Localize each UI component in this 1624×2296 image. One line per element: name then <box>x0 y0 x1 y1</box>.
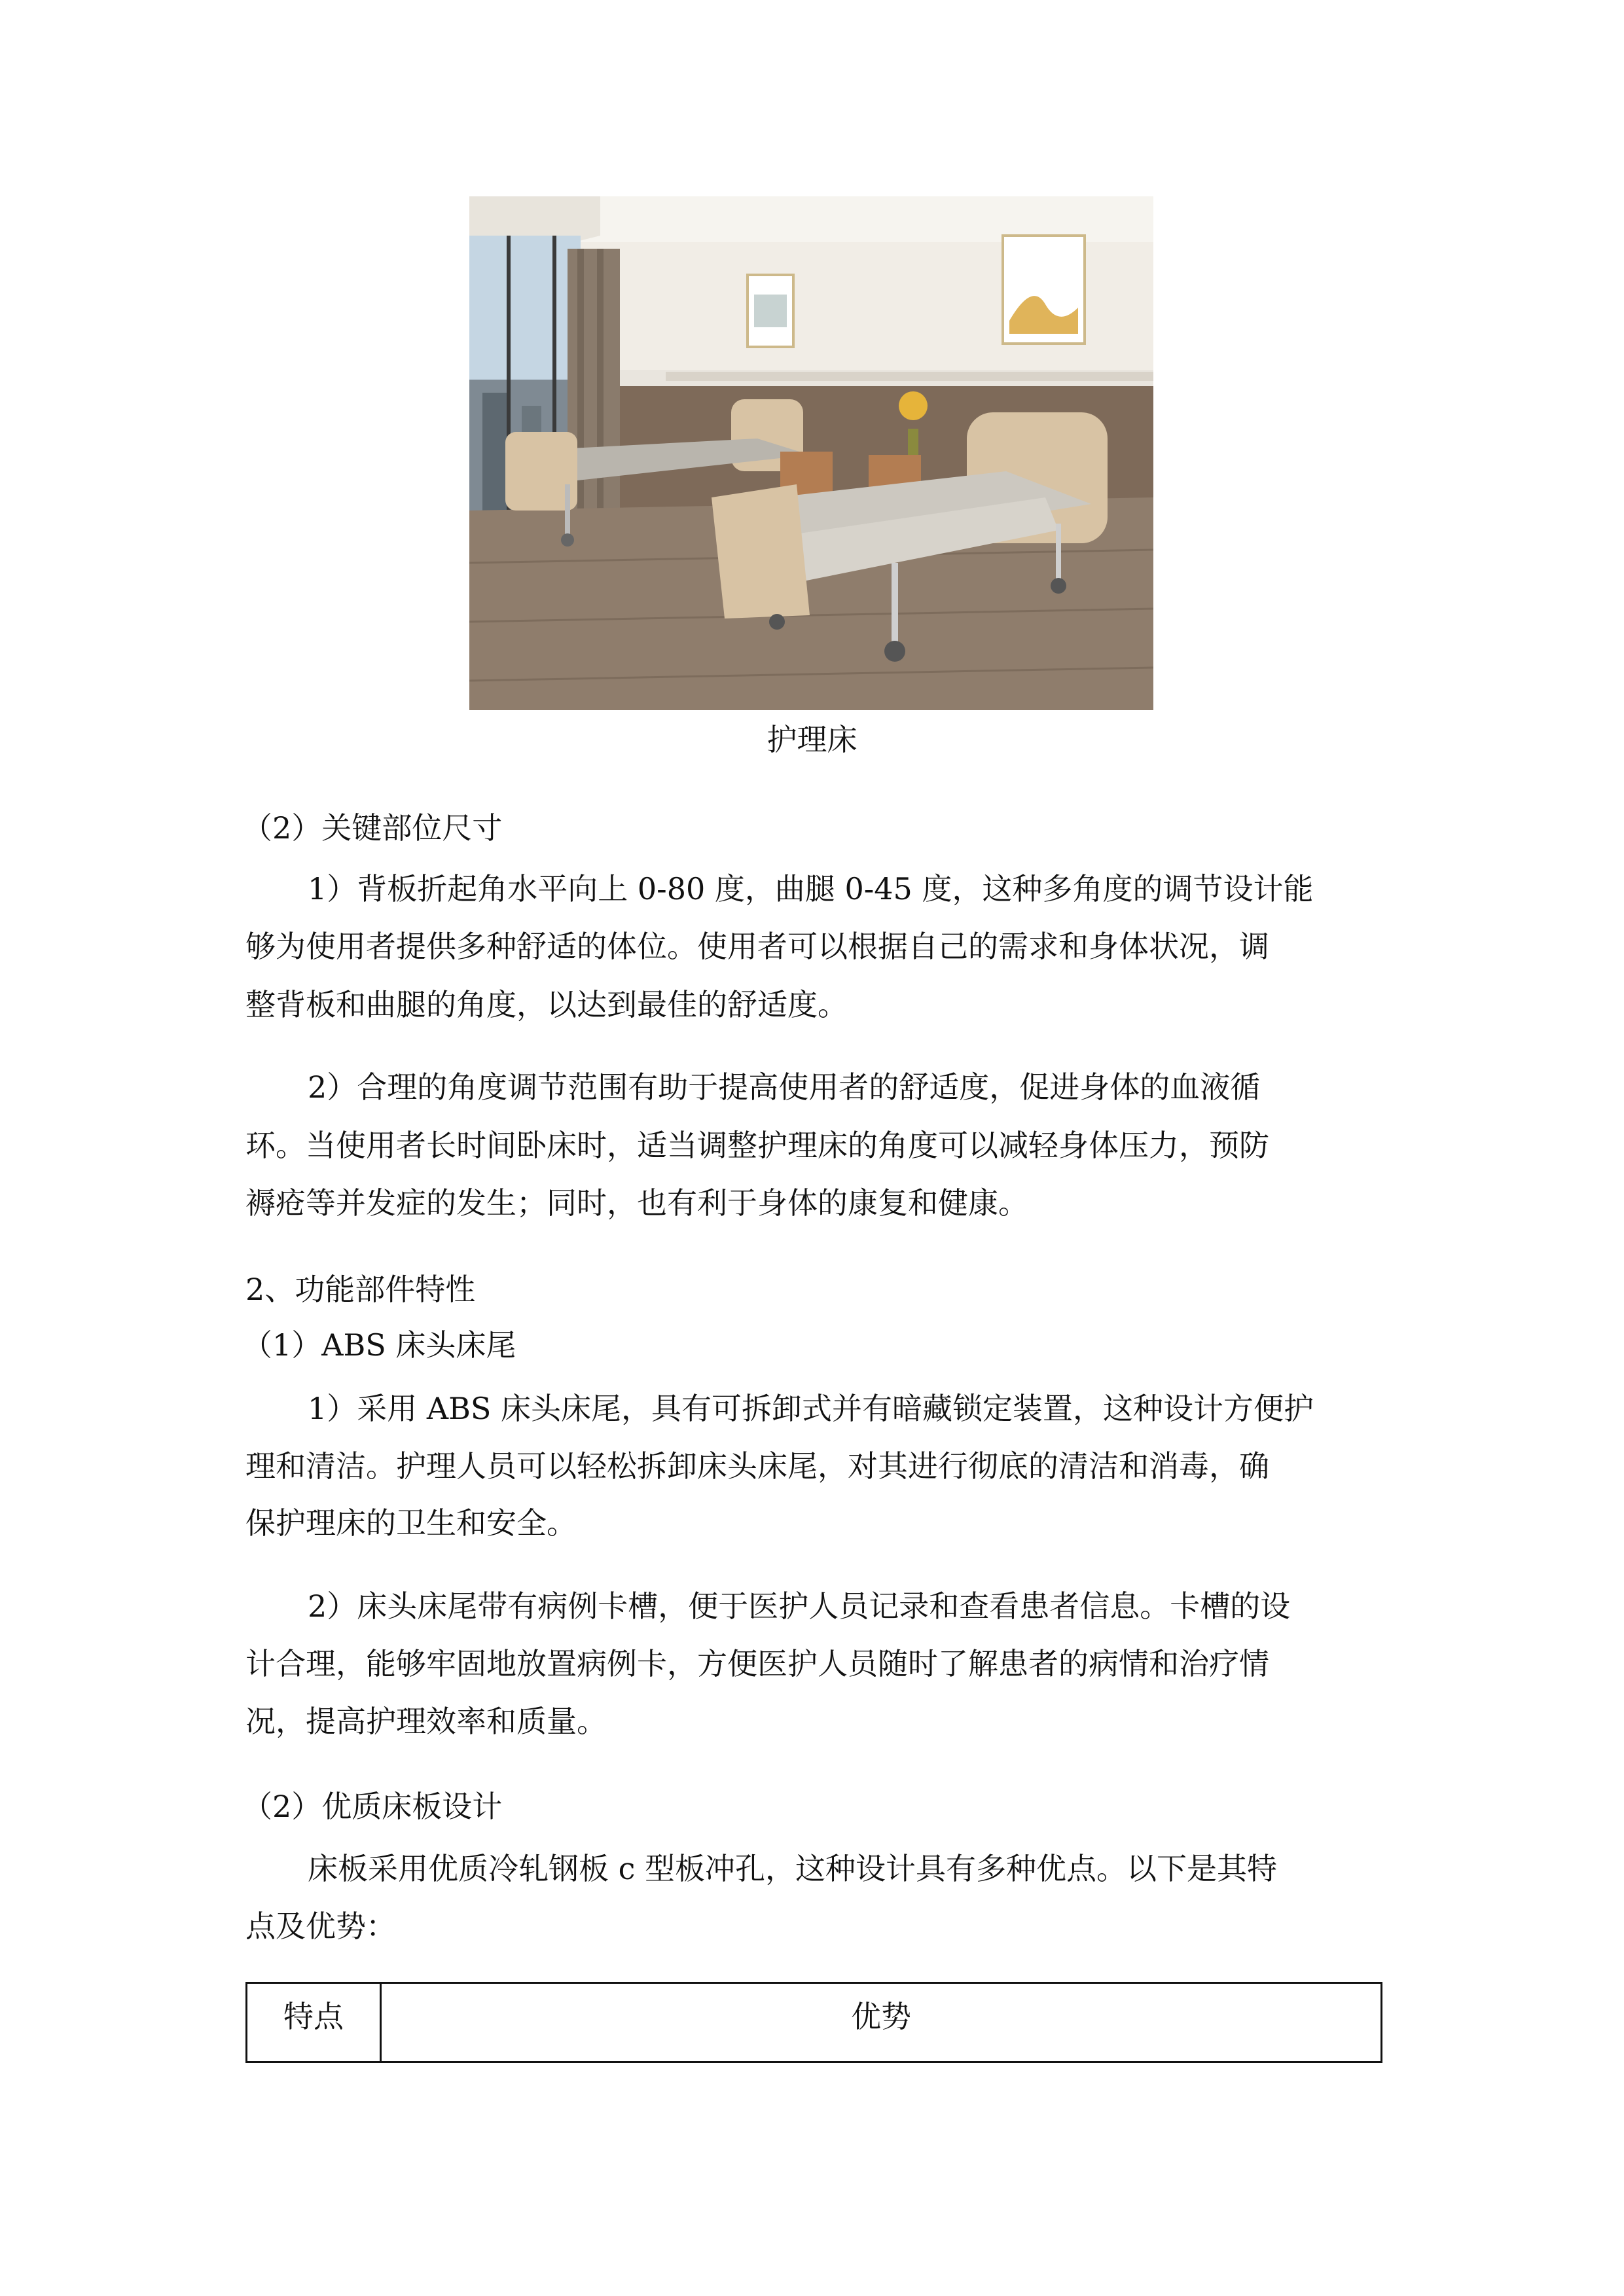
paragraph-line: 2）床头床尾带有病例卡槽，便于医护人员记录和查看患者信息。卡槽的设 <box>308 1588 1291 1624</box>
paragraph-line: 点及优势： <box>245 1909 396 1944</box>
paragraph-line: 计合理，能够牢固地放置病例卡，方便医护人员随时了解患者的病情和治疗情 <box>245 1646 1269 1681</box>
paragraph-line: 1）背板折起角水平向上 0-80 度，曲腿 0-45 度，这种多角度的调节设计能 <box>308 871 1314 906</box>
paragraph-line: 整背板和曲腿的角度，以达到最佳的舒适度。 <box>245 987 848 1022</box>
paragraph-line: 够为使用者提供多种舒适的体位。使用者可以根据自己的需求和身体状况，调 <box>245 929 1269 964</box>
paragraph-line: 理和清洁。护理人员可以轻松拆卸床头床尾，对其进行彻底的清洁和消毒，确 <box>245 1448 1269 1484</box>
paragraph-line: 床板采用优质冷轧钢板 c 型板冲孔，这种设计具有多种优点。以下是其特 <box>308 1851 1278 1886</box>
subsection-heading: （1）ABS 床头床尾 <box>242 1327 516 1363</box>
paragraph-line: 保护理床的卫生和安全。 <box>245 1505 577 1541</box>
figure-caption: 护理床 <box>767 722 857 757</box>
nursing-bed-photo <box>469 196 1153 710</box>
subsection-heading: （2）关键部位尺寸 <box>242 810 503 846</box>
paragraph-line: 2）合理的角度调节范围有助于提高使用者的舒适度，促进身体的血液循 <box>308 1069 1261 1105</box>
paragraph-line: 1）采用 ABS 床头床尾，具有可拆卸式并有暗藏锁定装置，这种设计方便护 <box>308 1391 1314 1426</box>
paragraph-line: 况，提高护理效率和质量。 <box>245 1704 607 1739</box>
paragraph-line: 褥疮等并发症的发生；同时，也有利于身体的康复和健康。 <box>245 1185 1028 1221</box>
section-heading: 2、功能部件特性 <box>245 1272 476 1307</box>
table-header-advantage: 优势 <box>851 1999 911 2034</box>
table-header-feature: 特点 <box>247 1984 382 2061</box>
subsection-heading: （2）优质床板设计 <box>242 1789 503 1824</box>
paragraph-line: 环。当使用者长时间卧床时，适当调整护理床的角度可以减轻身体压力，预防 <box>245 1128 1269 1163</box>
features-table <box>245 1982 1382 2063</box>
